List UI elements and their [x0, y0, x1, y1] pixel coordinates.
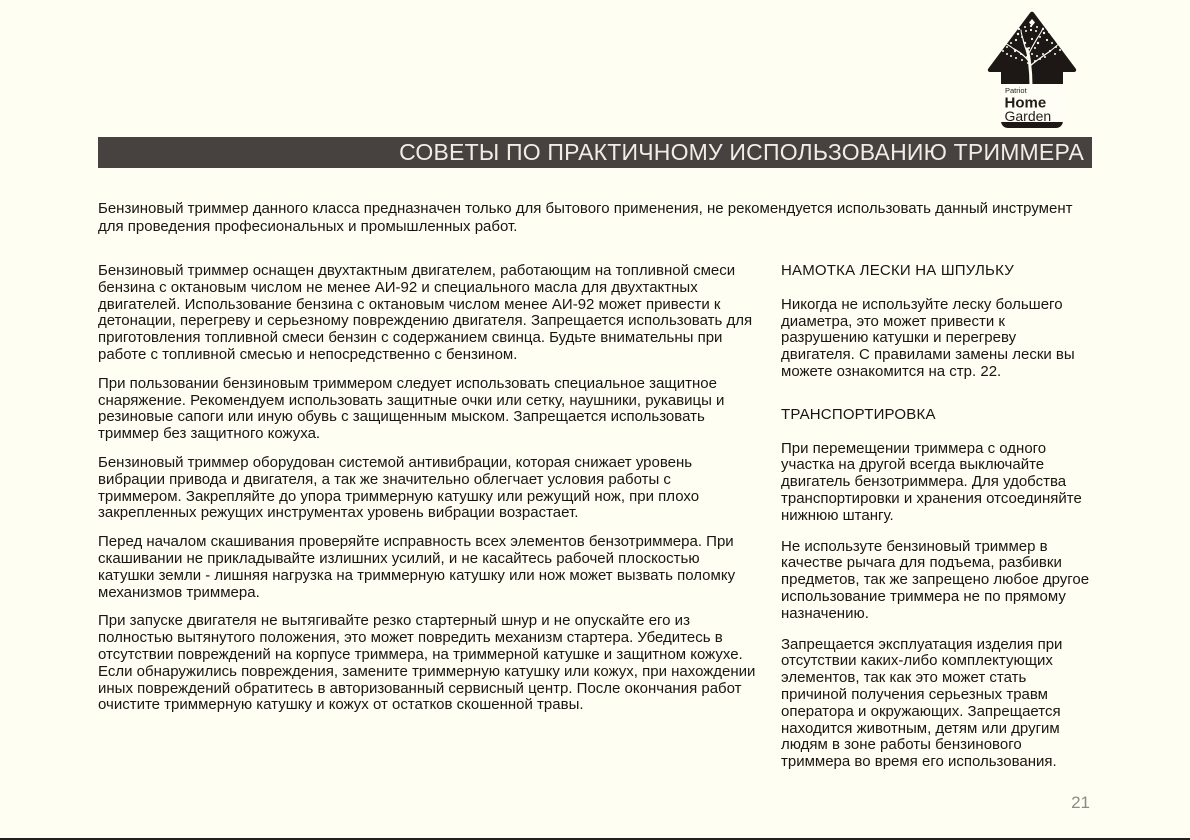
subsection-heading-line-winding: НАМОТКА ЛЕСКИ НА ШПУЛЬКУ [781, 262, 1014, 279]
page-title: СОВЕТЫ ПО ПРАКТИЧНОМУ ИСПОЛЬЗОВАНИЮ ТРИММЕРА [399, 139, 1084, 165]
body-paragraph-moving: При перемещении триммера с одного участка на другой всегда выключайте двигатель бензотриммера. Для удобства транспортировки и хранения отсоединяйте нижнюю штангу. [781, 439, 1082, 524]
body-paragraph-line-diameter: Никогда не используйте леску большего диаметра, это может привести к разрушению катушки и перегреву двигателя. С правилами замены лески вы можете ознакомится на стр. 22. [781, 295, 1075, 380]
logo-brand-garden: Garden [1004, 108, 1052, 124]
body-paragraph-before-mowing: Перед началом скашивания проверяйте исправность всех элементов бензотриммера. При скашивании не прикладывайте излишних усилий, и не касайтесь рабочей плоскостью катушки земли - лишняя нагрузка на триммерную катушку или нож может вызвать поломку механизмов триммера. [98, 533, 736, 601]
body-paragraph-fuel: Бензиновый триммер оснащен двухтактным двигателем, работающим на топливной смеси бензина с октановым числом не менее АИ-92 и специального масла для двухтактных двигателей. Использование бензина с октановым числом менее АИ-92 может привести к детонации, перегреву и серьезному повреждению двигателя. Запрещается использовать для приготовления топливной смеси бензин с содержанием свинца. Будьте внимательны при работе с топливной смесью и непосредственно с бензином. [98, 262, 753, 363]
page-number: 21 [1071, 793, 1090, 812]
subsection-heading-transportation: ТРАНСПОРТИРОВКА [781, 405, 936, 423]
logo-brand-patriot: Patriot [1005, 86, 1027, 95]
left-column [98, 263, 756, 726]
intro-paragraph: Бензиновый триммер данного класса предназначен только для бытового применения, не рекомендуется использовать данный инструмент для проведения професиональных и промышленных работ. [98, 200, 1073, 235]
body-paragraph-misuse: Не используте бензиновый триммер в качестве рычага для подъема, разбивки предметов, так же запрещено любое другое использование триммера не по прямому назначению. [781, 537, 1090, 622]
home-tag-icon [985, 10, 1079, 130]
body-paragraph-antivibration: Бензиновый триммер оборудован системой антивибрации, которая снижает уровень вибрации привода и двигателя, а так же значительно облегчает условия работы с триммером. Закрепляйте до упора триммерную катушку или режущий нож, при плохо закрепленных режущих инструментах уровень вибрации возрастает. [98, 453, 700, 522]
logo-brand-home: Home [1004, 94, 1047, 112]
section-title-bar [98, 137, 1092, 168]
right-column [781, 263, 1092, 785]
body-paragraph-starter: При запуске двигателя не вытягивайте резко стартерный шнур и не опускайте его из полностью вытянутого положения, это может повредить механизм стартера. Убедитесь в отсутствии повреждений на корпусе триммера, на триммерной катушке и защитном кожухе. Если обнаружились повреждения, замените триммерную катушку или кожух, при нахождении иных повреждений обратитесь в авторизованный сервисный центр. После окончания работ очистите триммерную катушку и кожух от остатков скошенной травы. [98, 612, 756, 714]
brand-logo [985, 10, 1079, 130]
body-paragraph-protection: При пользовании бензиновым триммером следует использовать специальное защитное снаряжение. Рекомендуем использовать защитные очки или сетку, наушники, рукавицы и резиновые сапоги или иную обувь с защищенным мыском. Запрещается использовать триммер без защитного кожуха. [98, 374, 725, 443]
body-paragraph-missing-parts: Запрещается эксплуатация изделия при отсутствии каких-либо комплектующих элементов, так как это может стать причиной получения серьезных травм оператора и окружающих. Запрещается находится животным, детям или другим людям в зоне работы бензинового триммера во время его использования. [781, 635, 1063, 771]
